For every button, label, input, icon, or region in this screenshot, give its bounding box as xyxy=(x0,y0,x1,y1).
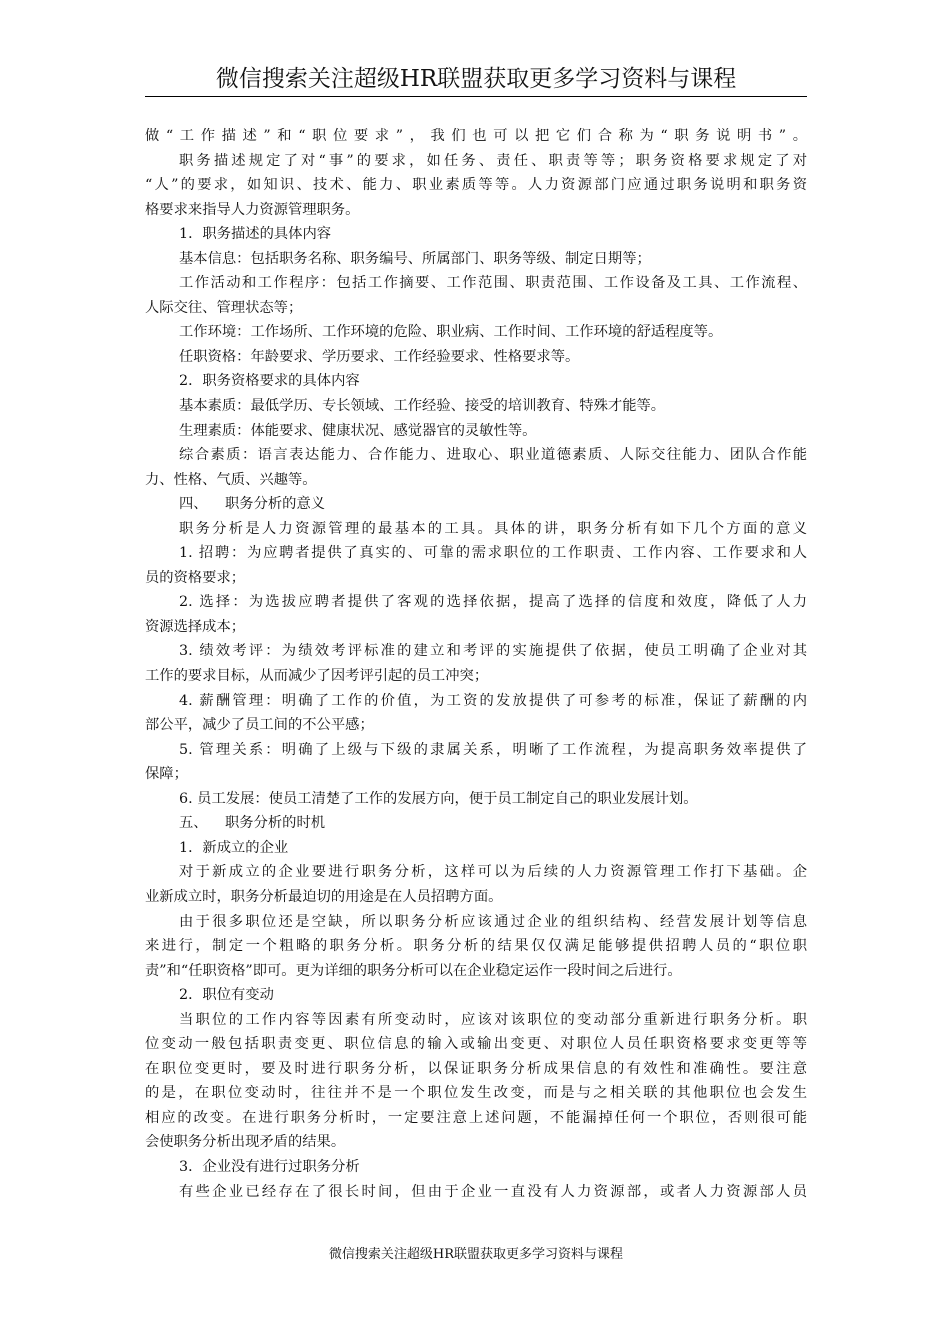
header-divider xyxy=(145,96,807,97)
paragraph-line: 位变动一般包括职责变更、职位信息的输入或输出变更、对职位人员任职资格要求变更等等 xyxy=(145,1036,807,1053)
paragraph-line: 员的资格要求； xyxy=(145,569,246,586)
chapter-title: 职务分析的时机 xyxy=(225,815,326,832)
paragraph-line: 格要求来指导人力资源管理职务。 xyxy=(145,201,360,218)
paragraph-line: 综合素质：语言表达能力、合作能力、进取心、职业道德素质、人际交往能力、团队合作能 xyxy=(179,447,807,464)
chapter-heading xyxy=(145,492,807,517)
paragraph-line: 当职位的工作内容等因素有所变动时，应该对该职位的变动部分重新进行职务分析。职 xyxy=(179,1011,807,1028)
paragraph-line: 力、性格、气质、兴趣等。 xyxy=(145,471,317,488)
section-heading: 3．企业没有进行过职务分析 xyxy=(179,1158,360,1175)
section-heading: 2．职务资格要求的具体内容 xyxy=(179,373,360,390)
document-body xyxy=(145,124,807,1204)
chapter-heading xyxy=(145,811,807,836)
section-heading: 2．职位有变动 xyxy=(179,987,274,1004)
paragraph-line: 来进行，制定一个粗略的职务分析。职务分析的结果仅仅满足能够提供招聘人员的“职位职 xyxy=(145,938,807,955)
paragraph-line: 任职资格：年龄要求、学历要求、工作经验要求、性格要求等。 xyxy=(179,348,580,365)
page-footer: 微信搜索关注超级HR联盟获取更多学习资料与课程 xyxy=(328,1247,624,1262)
paragraph-line: 对于新成立的企业要进行职务分析，这样可以为后续的人力资源管理工作打下基础。企 xyxy=(179,864,807,881)
paragraph-line: 的是，在职位变动时，往往并不是一个职位发生改变，而是与之相关联的其他职位也会发生 xyxy=(145,1085,807,1102)
paragraph-line: 人际交往、管理状态等； xyxy=(145,299,303,316)
paragraph-line: 2. 选择：为选拔应聘者提供了客观的选择依据，提高了选择的信度和效度，降低了人力 xyxy=(179,594,807,611)
paragraph-line: 工作的要求目标，从而减少了因考评引起的员工冲突； xyxy=(145,668,489,685)
paragraph-line: 5. 管理关系：明确了上级与下级的隶属关系，明晰了工作流程，为提高职务效率提供了 xyxy=(179,741,807,758)
paragraph-line: 保障； xyxy=(145,766,188,783)
section-heading: 1．职务描述的具体内容 xyxy=(179,226,332,243)
paragraph-line: 资源选择成本； xyxy=(145,618,246,635)
page-header: 微信搜索关注超级HR联盟获取更多学习资料与课程 xyxy=(215,66,737,92)
paragraph-line: 业新成立时，职务分析最迫切的用途是在人员招聘方面。 xyxy=(145,888,503,905)
paragraph-line: 基本素质：最低学历、专长领域、工作经验、接受的培训教育、特殊才能等。 xyxy=(179,398,666,415)
paragraph-line: 部公平，减少了员工间的不公平感； xyxy=(145,717,374,734)
paragraph-line: 工作活动和工作程序：包括工作摘要、工作范围、职责范围、工作设备及工具、工作流程、 xyxy=(179,275,807,292)
chapter-number: 五、 xyxy=(179,815,208,832)
paragraph-line: 工作环境：工作场所、工作环境的危险、职业病、工作时间、工作环境的舒适程度等。 xyxy=(179,324,723,341)
paragraph-line: 由于很多职位还是空缺，所以职务分析应该通过企业的组织结构、经营发展计划等信息 xyxy=(179,913,807,930)
paragraph-line: 做“工作描述”和“职位要求”，我们也可以把它们合称为“职务说明书”。 xyxy=(145,128,807,144)
paragraph-line: 会使职务分析出现矛盾的结果。 xyxy=(145,1134,346,1151)
paragraph-line: 责”和“任职资格”即可。更为详细的职务分析可以在企业稳定运作一段时间之后进行。 xyxy=(145,962,682,979)
paragraph-line: 相应的改变。在进行职务分析时，一定要注意上述问题，不能漏掉任何一个职位，否则很可能 xyxy=(145,1109,807,1126)
paragraph-line: 职务描述规定了对“事”的要求，如任务、责任、职责等等；职务资格要求规定了对 xyxy=(179,152,807,169)
section-heading: 1．新成立的企业 xyxy=(179,839,289,856)
paragraph-line: 4. 薪酬管理：明确了工作的价值，为工资的发放提供了可参考的标准，保证了薪酬的内 xyxy=(179,692,807,709)
paragraph-line: 6. 员工发展：使员工清楚了工作的发展方向，便于员工制定自己的职业发展计划。 xyxy=(179,790,698,807)
paragraph-line: 在职位变更时，要及时进行职务分析，以保证职务分析成果信息的有效性和准确性。要注意 xyxy=(145,1060,807,1077)
paragraph-line: “人”的要求，如知识、技术、能力、职业素质等等。人力资源部门应通过职务说明和职务资 xyxy=(145,177,807,194)
paragraph-line: 3. 绩效考评：为绩效考评标准的建立和考评的实施提供了依据，使员工明确了企业对其 xyxy=(179,643,807,660)
paragraph-line: 职务分析是人力资源管理的最基本的工具。具体的讲，职务分析有如下几个方面的意义 xyxy=(179,520,807,537)
paragraph-line: 有些企业已经存在了很长时间，但由于企业一直没有人力资源部，或者人力资源部人员 xyxy=(179,1183,807,1200)
paragraph-line: 1. 招聘：为应聘者提供了真实的、可靠的需求职位的工作职责、工作内容、工作要求和人 xyxy=(179,545,807,562)
chapter-title: 职务分析的意义 xyxy=(225,496,326,513)
paragraph-line: 基本信息：包括职务名称、职务编号、所属部门、职务等级、制定日期等； xyxy=(179,250,651,267)
paragraph-line: 生理素质：体能要求、健康状况、感觉器官的灵敏性等。 xyxy=(179,422,537,439)
chapter-number: 四、 xyxy=(179,496,208,513)
